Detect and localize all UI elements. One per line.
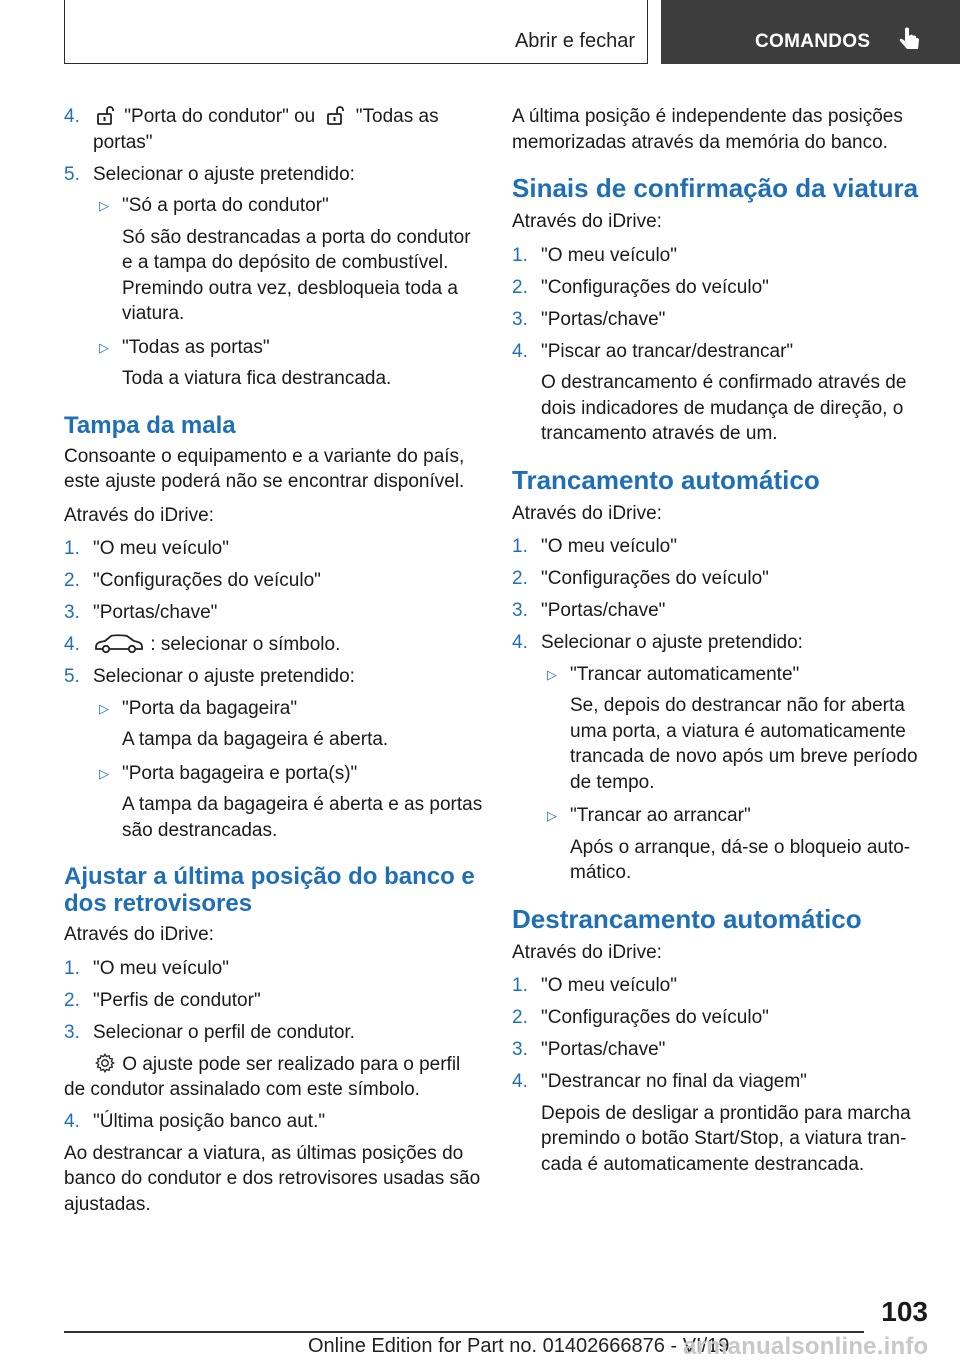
option-title: "Trancar ao arrancar": [570, 805, 751, 826]
list-number: 5.: [64, 163, 80, 185]
list-number: 4.: [512, 1071, 528, 1092]
list-number: 3.: [64, 1021, 80, 1043]
list-item: [64, 536, 484, 562]
list-number: 4.: [512, 632, 528, 653]
list-item: [512, 973, 928, 999]
list-text: "Porta do condutor" ou: [124, 106, 316, 127]
list-number: 1.: [64, 957, 80, 979]
triangle-bullet-icon: ▷: [99, 339, 109, 355]
list-text: "Configurações do veículo": [93, 570, 321, 591]
list-number: 4.: [64, 634, 80, 655]
list-text: "Portas/chave": [541, 600, 666, 621]
paragraph: Através do iDrive:: [64, 924, 214, 945]
list-text: "Portas/chave": [541, 1039, 666, 1060]
list-item: [64, 162, 484, 392]
list-number: 1.: [512, 975, 528, 996]
list-number: 2.: [512, 276, 528, 298]
list-text: Selecionar o perfil de condutor.: [93, 1021, 355, 1043]
list-text: Selecionar o ajuste pretendido:: [93, 666, 355, 687]
list-text: "Configurações do veículo": [541, 1007, 769, 1028]
triangle-bullet-icon: ▷: [547, 666, 557, 682]
paragraph: Através do iDrive:: [512, 502, 662, 524]
triangle-bullet-icon: ▷: [99, 700, 109, 716]
paragraph: Através do iDrive:: [512, 941, 662, 963]
list-item: [64, 664, 484, 843]
list-number: 2.: [64, 989, 80, 1011]
list-number: 2.: [64, 570, 80, 591]
autounlock-steps-list: [512, 973, 928, 1177]
option-item: [541, 803, 928, 886]
list-item: [64, 1020, 484, 1046]
heading-auto-lock: Trancamento automático: [512, 464, 820, 495]
list-text: "Destrancar no final da viagem": [541, 1071, 807, 1092]
list-item: [512, 339, 928, 447]
list-number: 3.: [512, 308, 528, 330]
header-section-box: [64, 0, 648, 64]
list-text: "Perfis de condutor": [93, 989, 261, 1011]
footer-edition-text: Online Edition for Part no. 01402666876 - VI/19: [308, 1335, 730, 1357]
list-item: [512, 1037, 928, 1063]
list-number: 1.: [512, 536, 528, 557]
paragraph: Através do iDrive:: [512, 211, 662, 232]
list-item-detail: Depois de desligar a prontidão para marcha premindo o botão Start/Stop, a viatura tran‐cada é automaticamente destrancada.: [541, 1102, 911, 1175]
list-number: 2.: [512, 568, 528, 589]
pointing-hand-icon: [896, 26, 924, 54]
list-text: Selecionar o ajuste pretendido:: [93, 163, 355, 185]
list-item: [512, 630, 928, 886]
list-text: "O meu veículo": [93, 538, 229, 559]
list-text: Selecionar o ajuste pretendido:: [541, 632, 803, 653]
list-number: 2.: [512, 1007, 528, 1028]
list-item: [512, 243, 928, 269]
triangle-bullet-icon: ▷: [99, 765, 109, 781]
car-icon: [93, 632, 145, 654]
header-chapter-title: COMANDOS: [755, 31, 871, 52]
option-description: Se, depois do destrancar não for aberta uma porta, a viatura é automaticamente trancada de novo após um breve período de tempo.: [570, 695, 918, 793]
option-description: Após o arranque, dá-se o bloqueio auto‐mático.: [570, 836, 911, 883]
paragraph: Ao destrancar a viatura, as últimas posições do banco do condutor e dos retrovisores usadas são ajustadas.: [64, 1142, 481, 1215]
list-item: [64, 1109, 484, 1135]
option-title: "Porta bagageira e porta(s)": [122, 762, 358, 784]
list-text: "O meu veículo": [541, 244, 677, 266]
option-description: Só são destrancadas a porta do condutor e a tampa do depósito de combustível. Premindo outra vez, desbloqueia toda a viatura.: [122, 226, 471, 324]
list-number: 4.: [64, 1110, 80, 1132]
gear-icon: [93, 1052, 117, 1074]
list-text: "Configurações do veículo": [541, 568, 769, 589]
footer-watermark: armanualsonline.info: [683, 1333, 929, 1360]
list-text: "Portas/chave": [93, 602, 218, 623]
left-column: [64, 104, 484, 1225]
list-number: 3.: [64, 602, 80, 623]
header-section-title: Abrir e fechar: [514, 30, 635, 52]
list-text: : selecionar o símbolo.: [150, 634, 341, 655]
list-item: [512, 1005, 928, 1031]
list-number: 1.: [64, 538, 80, 559]
list-item: [64, 568, 484, 594]
list-number: 4.: [64, 106, 80, 127]
seat-steps-list: [64, 956, 484, 1046]
list-number: 1.: [512, 244, 528, 266]
option-title: "Trancar automaticamente": [570, 663, 800, 685]
heading-trunk-lid: Tampa da mala: [64, 411, 236, 439]
list-item: [512, 534, 928, 560]
list-text: "O meu veículo": [541, 975, 677, 996]
list-number: 5.: [64, 666, 80, 687]
list-item: [512, 275, 928, 301]
list-number: 3.: [512, 1039, 528, 1060]
option-description: A tampa da bagageira é aberta e as portas são destrancadas.: [122, 794, 483, 841]
list-item: [64, 104, 484, 155]
list-text: "Piscar ao trancar/destrancar": [541, 340, 794, 362]
list-text: "Portas/chave": [541, 308, 666, 330]
option-title: "Só a porta do condutor": [122, 195, 329, 216]
profile-note: [64, 1052, 484, 1103]
list-item: [64, 600, 484, 626]
list-item: [64, 988, 484, 1014]
list-item: [512, 307, 928, 333]
heading-confirmation-signals: Sinais de confirmação da viatura: [512, 173, 919, 203]
option-item: [93, 696, 484, 753]
seat-steps-list-cont: [64, 1109, 484, 1135]
paragraph: A última posição é independente das posições memorizadas através da memória do banco.: [512, 106, 903, 153]
option-item: [93, 335, 484, 392]
autolock-steps-list: [512, 534, 928, 886]
padlock-open-icon: [93, 104, 119, 126]
header-chapter-box: [661, 0, 960, 64]
list-item: [512, 566, 928, 592]
padlock-open-icon: [321, 104, 351, 126]
list-item: [64, 956, 484, 982]
triangle-bullet-icon: ▷: [99, 198, 109, 213]
paragraph: Através do iDrive:: [64, 504, 214, 526]
list-item: [64, 632, 484, 658]
option-title: "Todas as portas": [122, 336, 270, 358]
heading-auto-unlock: Destrancamento automático: [512, 903, 862, 934]
note-text: O ajuste pode ser realizado para o perfil de condutor assinalado com este símbolo.: [64, 1053, 461, 1100]
list-text: "Última posição banco aut.": [93, 1110, 326, 1132]
right-column: [512, 104, 928, 1184]
paragraph: Consoante o equipamento e a variante do país, este ajuste poderá não se encontrar disponível.: [64, 445, 465, 492]
door-unlock-list: [64, 104, 484, 392]
list-number: 4.: [512, 340, 528, 362]
list-text: "O meu veículo": [93, 957, 229, 979]
option-item: [93, 761, 484, 844]
list-text: "Configurações do veículo": [541, 276, 769, 298]
triangle-bullet-icon: ▷: [547, 808, 557, 823]
list-number: 3.: [512, 600, 528, 621]
list-text: "O meu veículo": [541, 536, 677, 557]
list-item: [512, 1069, 928, 1177]
list-text: "Todas as portas": [93, 106, 439, 153]
list-item-detail: O destrancamento é confirmado através de dois indicadores de mudança de direção, o trancamento através de um.: [541, 372, 907, 444]
signal-steps-list: [512, 243, 928, 447]
option-title: "Porta da bagageira": [122, 697, 298, 719]
option-item: [93, 193, 484, 327]
list-item: [512, 598, 928, 624]
page-number: 103: [881, 1296, 928, 1327]
trunk-steps-list: [64, 536, 484, 843]
option-description: Toda a viatura fica destrancada.: [122, 368, 392, 389]
option-item: [541, 662, 928, 796]
heading-seat-mirror-position: Ajustar a última posição do banco e dos retrovisores: [64, 863, 475, 917]
option-description: A tampa da bagageira é aberta.: [122, 729, 389, 750]
